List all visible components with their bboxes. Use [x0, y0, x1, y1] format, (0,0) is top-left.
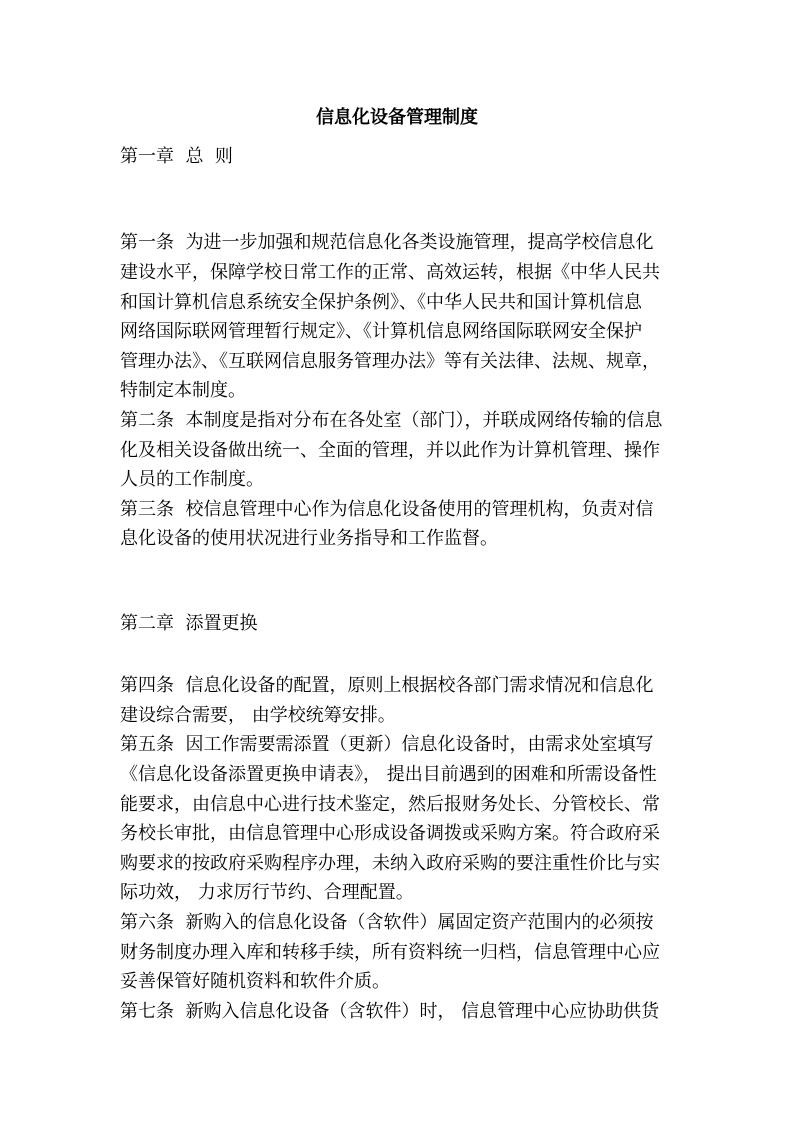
text-line: 财务制度办理入库和转移手续，所有资料统一归档，信息管理中心应 [120, 942, 660, 963]
text-line: 网络国际联网管理暂行规定》、《计算机信息网络国际联网安全保护 [120, 321, 642, 342]
text-line: 第四条 信息化设备的配置，原则上根据校各部门需求情况和信息化 [120, 675, 654, 696]
text-line: 妥善保管好随机资料和软件介质。 [120, 971, 390, 992]
text-line: 购要求的按政府采购程序办理，未纳入政府采购的要注重性价比与实 [120, 853, 660, 874]
text-line: 息化设备的使用状况进行业务指导和工作监督。 [120, 528, 498, 549]
document-title: 信息化设备管理制度 [316, 107, 478, 128]
text-line: 《信息化设备添置更换申请表》， 提出目前遇到的困难和所需设备性 [120, 764, 657, 785]
text-line: 和国计算机信息系统安全保护条例》、《中华人民共和国计算机信息 [120, 292, 642, 313]
text-line: 第五条 因工作需要需添置（更新）信息化设备时，由需求处室填写 [120, 734, 654, 755]
text-line: 第七条 新购入信息化设备（含软件）时， 信息管理中心应协助供货 [120, 1001, 660, 1022]
text-line: 际功效， 力求厉行节约、合理配置。 [120, 882, 414, 903]
text-line: 务校长审批，由信息管理中心形成设备调拨或采购方案。符合政府采 [120, 823, 660, 844]
text-line: 建设综合需要， 由学校统筹安排。 [120, 705, 396, 726]
text-line: 特制定本制度。 [120, 380, 246, 401]
text-line: 第一条 为进一步加强和规范信息化各类设施管理，提高学校信息化 [120, 232, 654, 253]
text-line: 人员的工作制度。 [120, 469, 264, 490]
text-line: 第六条 新购入的信息化设备（含软件）属固定资产范围内的必须按 [120, 912, 654, 933]
text-line: 建设水平，保障学校日常工作的正常、高效运转，根据《中华人民共 [120, 262, 660, 283]
text-line: 第二条 本制度是指对分布在各处室（部门），并联成网络传输的信息 [120, 410, 663, 431]
text-line: 能要求，由信息中心进行技术鉴定，然后报财务处长、分管校长、常 [120, 794, 660, 815]
text-line: 第三条 校信息管理中心作为信息化设备使用的管理机构，负责对信 [120, 499, 654, 520]
chapter-heading: 第一章 总 则 [120, 146, 233, 167]
text-line: 管理办法》、《互联网信息服务管理办法》等有关法律、法规、规章， [120, 351, 660, 372]
text-line: 化及相关设备做出统一、全面的管理，并以此作为计算机管理、操作 [120, 440, 660, 461]
chapter-heading: 第二章 添置更换 [120, 613, 258, 634]
